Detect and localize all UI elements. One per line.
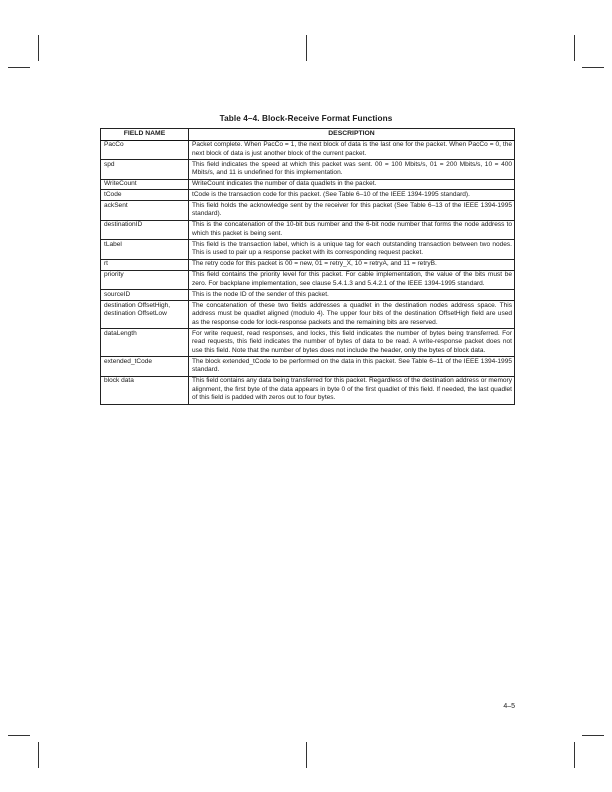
crop-mark — [574, 742, 575, 768]
column-header-description: DESCRIPTION — [189, 129, 515, 141]
description-cell: This field is the transaction label, which is a unique tag for each outstanding transaction between two nodes. This is used to pair up a response packet with its corresponding request packet. — [189, 240, 515, 259]
field-name-cell: dataLength — [101, 329, 189, 357]
field-name-cell: extended_tCode — [101, 357, 189, 376]
table-title: Table 4–4. Block-Receive Format Functions — [219, 114, 393, 123]
crop-mark — [306, 35, 307, 61]
table-row — [101, 357, 515, 376]
crop-mark — [574, 35, 575, 61]
field-name-cell: PacCo — [101, 140, 189, 159]
table-row — [101, 301, 515, 329]
field-name-cell: rt — [101, 259, 189, 270]
table-row — [101, 160, 515, 179]
description-cell: This field contains the priority level for this packet. For cable implementation, the value of the bits must be zero. For backplane implementation, see clause 5.4.1.3 and 5.4.2.1 of the IEEE 1394-1995 standard. — [189, 270, 515, 289]
description-cell: This field contains any data being transferred for this packet. Regardless of the destination address or memory alignment, the first byte of the data appears in byte 0 of the first quadlet of this field. If needed, the last quadlet of this field is padded with zeros out to four bytes. — [189, 376, 515, 404]
field-name-cell: ackSent — [101, 201, 189, 220]
table-row — [101, 179, 515, 190]
table-row — [101, 140, 515, 159]
field-name-cell: block data — [101, 376, 189, 404]
field-name-cell: tLabel — [101, 240, 189, 259]
field-name-cell: spd — [101, 160, 189, 179]
description-cell: For write request, read responses, and locks, this field indicates the number of bytes being transferred. For read requests, this field indicates the number of bytes of data to be read. A write-response packet does not use this field. Note that the number of bytes does not include the header, only the bytes of block data. — [189, 329, 515, 357]
field-name-cell: sourceID — [101, 290, 189, 301]
crop-mark — [38, 35, 39, 61]
crop-mark — [582, 67, 604, 68]
table-header-row — [101, 129, 515, 141]
crop-mark — [582, 735, 604, 736]
description-cell: This is the concatenation of the 10-bit bus number and the 6-bit node number that forms the node address to which this packet is being sent. — [189, 220, 515, 239]
description-cell: The retry code for this packet is 00 = new, 01 = retry_X, 10 = retryA, and 11 = retryB. — [189, 259, 515, 270]
description-cell: WriteCount indicates the number of data quadlets in the packet. — [189, 179, 515, 190]
table-row — [101, 329, 515, 357]
description-cell: The block extended_tCode to be performed on the data in this packet. See Table 6–11 of the IEEE 1394-1995 standard. — [189, 357, 515, 376]
field-name-cell: WriteCount — [101, 179, 189, 190]
description-cell: Packet complete. When PacCo = 1, the next block of data is the last one for the packet. When PacCo = 0, the next block of data is just another block of the current packet. — [189, 140, 515, 159]
page-number: 4–5 — [503, 703, 515, 710]
crop-mark — [38, 742, 39, 768]
table-row — [101, 270, 515, 289]
description-cell: The concatenation of these two fields addresses a quadlet in the destination nodes address space. This address must be quadlet aligned (modulo 4). The upper four bits of the destination OffsetHigh field are used as the response code for lock-response packets and the remaining bits are reserved. — [189, 301, 515, 329]
description-cell: This is the node ID of the sender of this packet. — [189, 290, 515, 301]
table-row — [101, 376, 515, 404]
table-row — [101, 290, 515, 301]
field-name-cell: destination OffsetHigh, destination OffsetLow — [101, 301, 189, 329]
field-name-cell: priority — [101, 270, 189, 289]
description-cell: This field holds the acknowledge sent by the receiver for this packet (See Table 6–13 of the IEEE 1394-1995 standard). — [189, 201, 515, 220]
field-name-cell: tCode — [101, 190, 189, 201]
description-cell: This field indicates the speed at which this packet was sent. 00 = 100 Mbits/s, 01 = 200 Mbits/s, 10 = 400 Mbits/s, and 11 is undefined for this implementation. — [189, 160, 515, 179]
column-header-field: FIELD NAME — [101, 129, 189, 141]
description-cell: tCode is the transaction code for this packet. (See Table 6–10 of the IEEE 1394-1995 standard). — [189, 190, 515, 201]
crop-mark — [8, 735, 30, 736]
table-row — [101, 259, 515, 270]
table-row — [101, 220, 515, 239]
table-row — [101, 201, 515, 220]
field-name-cell: destinationID — [101, 220, 189, 239]
crop-mark — [8, 67, 30, 68]
table-row — [101, 190, 515, 201]
crop-mark — [306, 742, 307, 768]
format-functions-table — [100, 128, 515, 405]
table-row — [101, 240, 515, 259]
